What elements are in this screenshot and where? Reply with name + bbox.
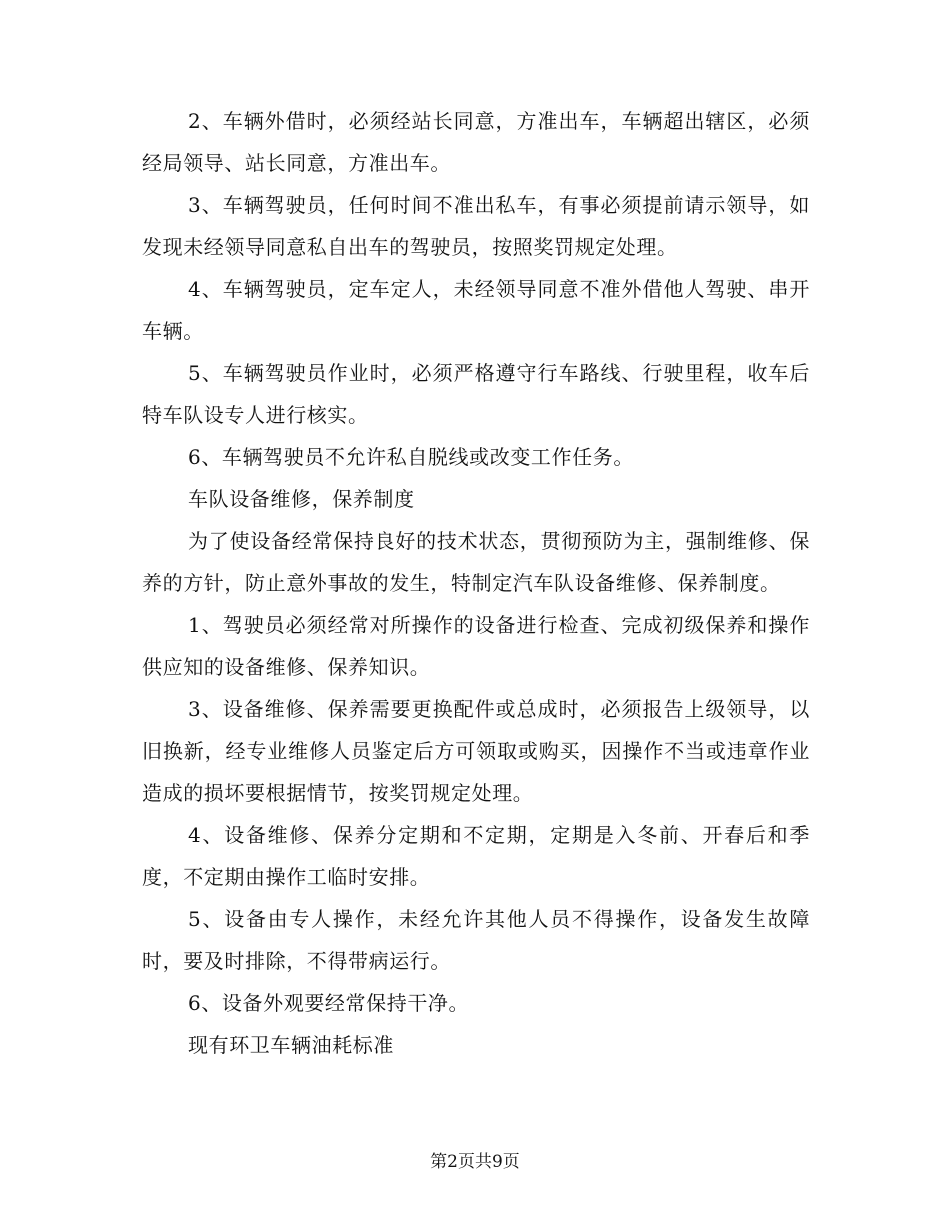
section-heading-maintenance: 车队设备维修，保养制度 — [188, 487, 415, 511]
paragraph-rule-5: 5、车辆驾驶员作业时，必须严格遵守行车路线、行驶里程，收车后特车队设专人进行核实。 — [142, 361, 810, 427]
paragraph-rule-3: 3、车辆驾驶员，任何时间不准出私车，有事必须提前请示领导，如发现未经领导同意私自出车的驾驶员，按照奖罚规定处理。 — [142, 193, 810, 259]
paragraph-maintenance-5: 5、设备由专人操作，未经允许其他人员不得操作，设备发生故障时，要及时排除，不得带病运行。 — [142, 907, 810, 973]
paragraph-rule-4: 4、车辆驾驶员，定车定人，未经领导同意不准外借他人驾驶、串开车辆。 — [142, 277, 810, 343]
paragraph-maintenance-6: 6、设备外观要经常保持干净。 — [188, 991, 470, 1015]
document-body — [142, 100, 810, 1066]
paragraph-maintenance-intro: 为了使设备经常保持良好的技术状态，贯彻预防为主，强制维修、保养的方针，防止意外事故的发生，特制定汽车队设备维修、保养制度。 — [142, 529, 810, 595]
paragraph-maintenance-4: 4、设备维修、保养分定期和不定期，定期是入冬前、开春后和季度，不定期由操作工临时安排。 — [142, 823, 810, 889]
paragraph-rule-6: 6、车辆驾驶员不允许私自脱线或改变工作任务。 — [188, 445, 634, 469]
paragraph-maintenance-3: 3、设备维修、保养需要更换配件或总成时，必须报告上级领导，以旧换新，经专业维修人员鉴定后方可领取或购买，因操作不当或违章作业造成的损坏要根据情节，按奖罚规定处理。 — [142, 697, 810, 805]
section-heading-fuel-standard: 现有环卫车辆油耗标准 — [188, 1033, 394, 1057]
paragraph-maintenance-1: 1、驾驶员必须经常对所操作的设备进行检查、完成初级保养和操作供应知的设备维修、保养知识。 — [142, 613, 810, 679]
paragraph-rule-2: 2、车辆外借时，必须经站长同意，方准出车，车辆超出辖区，必须经局领导、站长同意，方准出车。 — [142, 109, 810, 175]
page-number: 第2页共9页 — [430, 1152, 520, 1172]
